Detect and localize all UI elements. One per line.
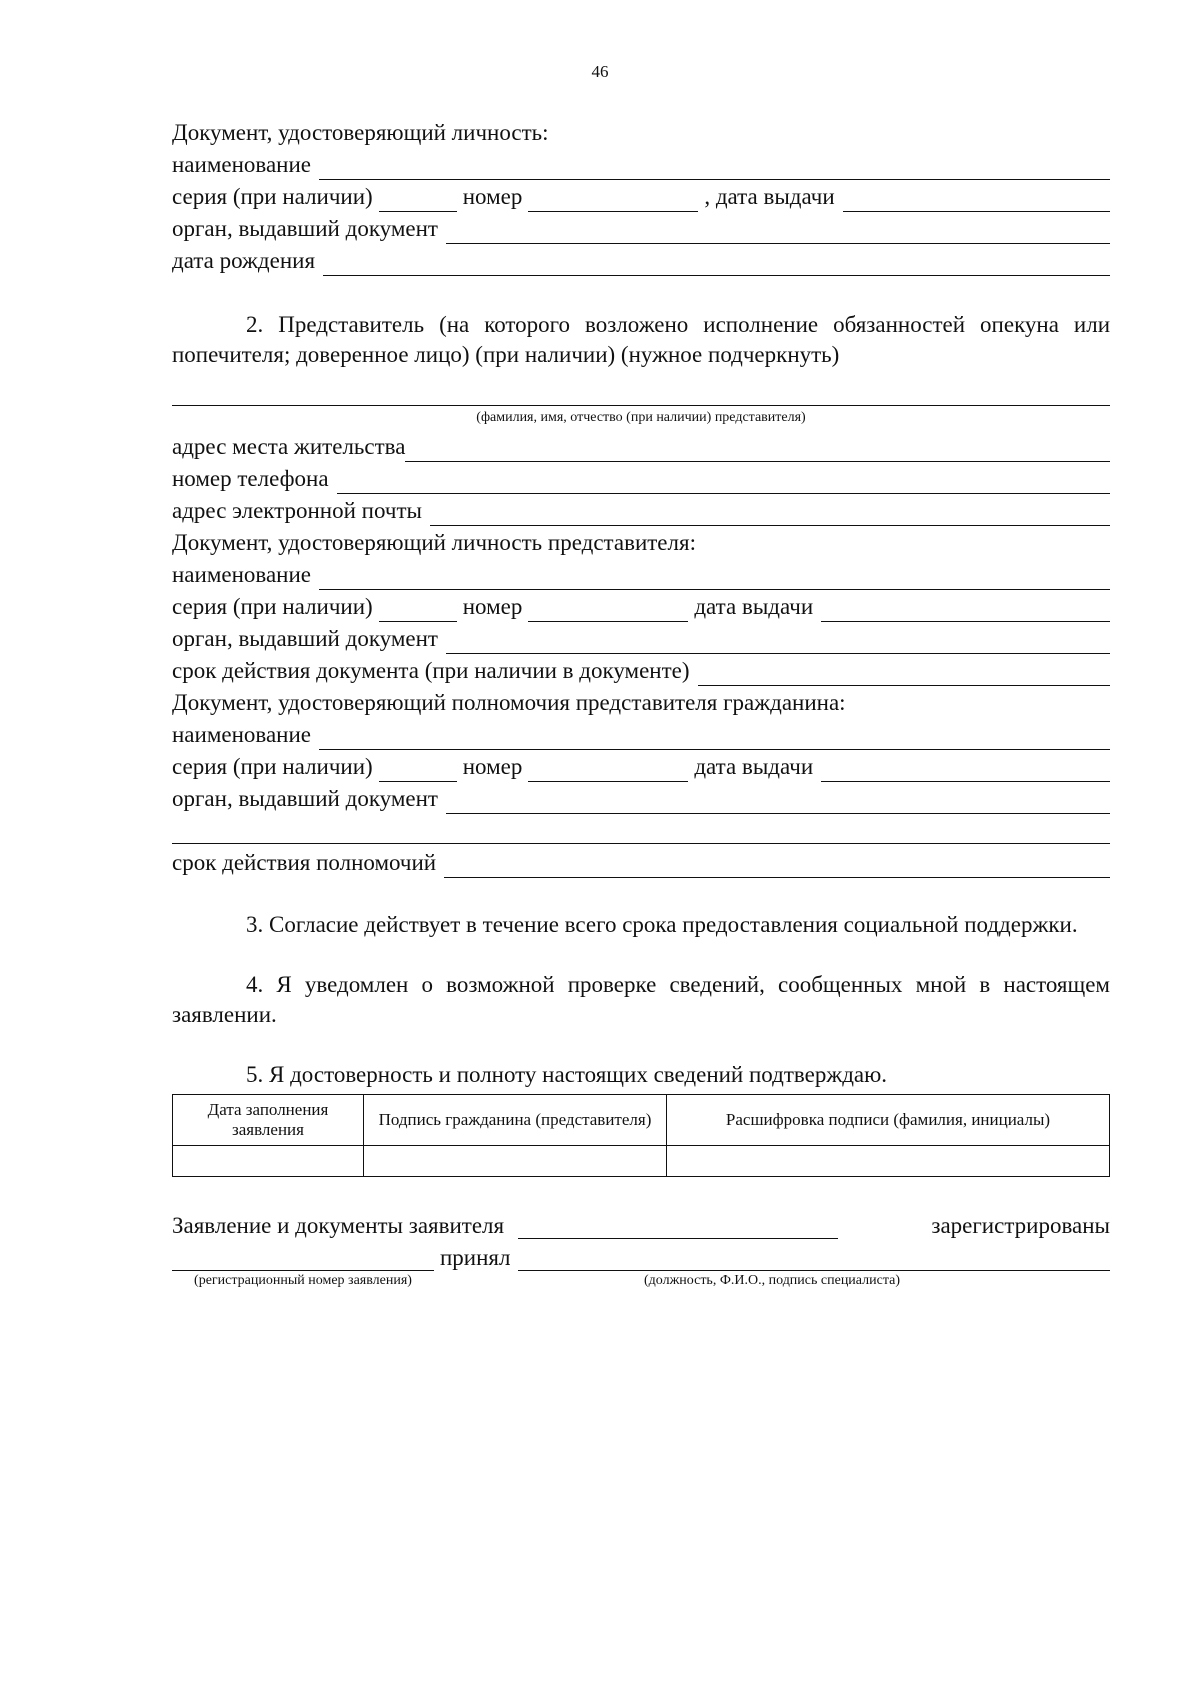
rep-doc-validity-line [172,654,1110,686]
rep-doc-issue-date-label: дата выдачи [694,594,814,619]
registered-label: зарегистрированы [931,1213,1110,1238]
accepted-line [172,1239,1110,1271]
header-decryption: Расшифровка подписи (фамилия, инициалы) [667,1095,1110,1146]
doc1-name-label: наименование [172,152,311,177]
rep-phone-field[interactable] [337,469,1110,494]
powers-term-field[interactable] [444,853,1110,878]
doc1-issuer-label: орган, выдавший документ [172,216,438,241]
accepted-label: принял [440,1245,511,1270]
power-doc-name-line [172,718,1110,750]
rep-doc-name-label: наименование [172,562,311,587]
doc1-name-field[interactable] [319,155,1110,180]
rep-doc-issue-date-field[interactable] [821,597,1110,622]
power-doc-series-line [172,750,1110,782]
doc1-number-label: номер [462,184,523,209]
rep-email-line [172,494,1110,526]
rep-doc-name-line [172,558,1110,590]
power-doc-series-label: серия (при наличии) [172,754,373,779]
rep-fio-field[interactable] [172,404,1110,406]
rep-doc-series-label: серия (при наличии) [172,594,373,619]
registration-docs-label: Заявление и документы заявителя [172,1213,505,1238]
power-doc-name-label: наименование [172,722,311,747]
signature-table-header [173,1095,1110,1146]
rep-doc-heading: Документ, удостоверяющий личность представителя: [172,530,696,555]
signature-cell[interactable] [364,1146,667,1177]
rep-email-field[interactable] [430,501,1110,526]
section2-text: 2. Представитель (на которого возложено исполнение обязанностей опекуна или попечителя; доверенное лицо) (при наличии) (нужное подчеркнуть) [172,312,1110,367]
doc1-birth-line [172,244,1110,276]
decryption-cell[interactable] [667,1146,1110,1177]
rep-email-label: адрес электронной почты [172,498,422,523]
power-doc-series-field[interactable] [379,757,457,782]
header-date: Дата заполнения заявления [173,1095,364,1146]
registration-line [172,1207,1110,1239]
power-doc-issue-date-label: дата выдачи [694,754,814,779]
regnum-caption: (регистрационный номер заявления) [194,1273,412,1288]
doc1-series-label: серия (при наличии) [172,184,373,209]
specialist-field[interactable] [518,1246,1110,1271]
doc1-series-line [172,180,1110,212]
doc1-issue-date-label: , дата выдачи [704,184,835,209]
form-content [172,116,1110,1289]
powers-term-line [172,846,1110,878]
rep-address-field[interactable] [405,437,1110,462]
power-doc-heading: Документ, удостоверяющий полномочия представителя гражданина: [172,690,846,715]
power-doc-issuer-line [172,782,1110,814]
power-doc-number-field[interactable] [528,757,688,782]
registration-captions [172,1273,1110,1289]
powers-term-label: срок действия полномочий [172,850,437,875]
rep-doc-name-field[interactable] [319,565,1110,590]
rep-address-label: адрес места жительства [172,434,406,459]
rep-doc-series-line [172,590,1110,622]
rep-doc-issuer-line [172,622,1110,654]
power-doc-extra-line[interactable] [172,842,1110,844]
power-doc-name-field[interactable] [319,725,1110,750]
signature-table [172,1094,1110,1177]
specialist-caption: (должность, Ф.И.О., подпись специалиста) [644,1273,900,1288]
power-doc-issuer-label: орган, выдавший документ [172,786,438,811]
doc1-heading-line [172,116,1110,148]
rep-phone-line [172,462,1110,494]
doc1-issuer-line [172,212,1110,244]
rep-doc-issuer-field[interactable] [446,629,1110,654]
doc1-birth-field[interactable] [323,251,1110,276]
section3-text: 3. Согласие действует в течение всего срока предоставления социальной поддержки. [246,912,1078,937]
rep-phone-label: номер телефона [172,466,329,491]
page-number: 46 [591,62,609,81]
signature-table-row [173,1146,1110,1177]
doc1-birth-label: дата рождения [172,248,316,273]
rep-doc-validity-label: срок действия документа (при наличии в документе) [172,658,690,683]
rep-doc-number-field[interactable] [528,597,688,622]
header-signature: Подпись гражданина (представителя) [364,1095,667,1146]
date-cell[interactable] [173,1146,364,1177]
power-doc-heading-line [172,686,1110,718]
doc1-series-field[interactable] [379,187,457,212]
rep-doc-issuer-label: орган, выдавший документ [172,626,438,651]
rep-address-line [172,430,1110,462]
applicant-field[interactable] [518,1214,838,1239]
rep-doc-number-label: номер [462,594,523,619]
doc1-name-line [172,148,1110,180]
rep-fio-caption: (фамилия, имя, отчество (при наличии) представителя) [476,410,806,425]
doc1-heading: Документ, удостоверяющий личность: [172,120,549,145]
doc1-issue-date-field[interactable] [843,187,1110,212]
doc1-issuer-field[interactable] [446,219,1110,244]
section5-text: 5. Я достоверность и полноту настоящих сведений подтверждаю. [246,1062,888,1087]
rep-doc-validity-field[interactable] [698,661,1110,686]
doc1-number-field[interactable] [528,187,698,212]
rep-doc-series-field[interactable] [379,597,457,622]
rep-doc-heading-line [172,526,1110,558]
section4-text: 4. Я уведомлен о возможной проверке сведений, сообщенных мной в настоящем заявлении. [172,972,1110,1027]
power-doc-number-label: номер [462,754,523,779]
power-doc-issuer-field[interactable] [446,789,1110,814]
regnum-field[interactable] [172,1246,434,1271]
power-doc-issue-date-field[interactable] [821,757,1110,782]
